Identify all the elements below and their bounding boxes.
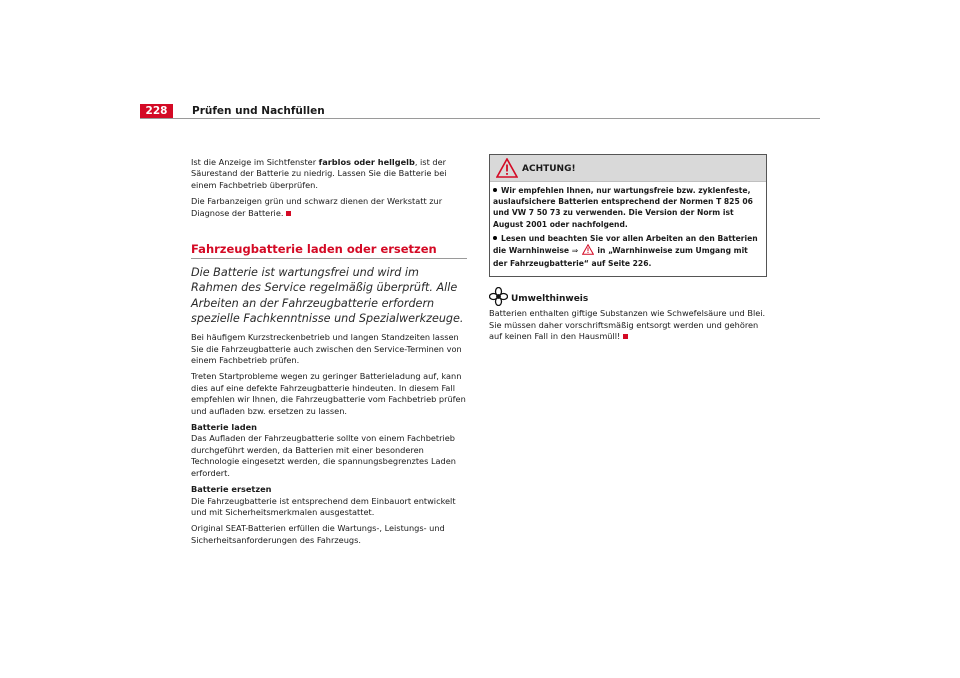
reference-arrow-icon: ⇒ — [571, 246, 579, 256]
bullet-icon — [493, 236, 497, 240]
page-title: Prüfen und Nachfüllen — [192, 105, 325, 117]
intro-paragraph-2 — [191, 196, 467, 219]
intro-emphasis: farblos oder hellgelb — [318, 157, 415, 167]
environment-title: Umwelthinweis — [511, 294, 589, 305]
paragraph-replace: Die Fahrzeugbatterie ist entsprechend dem Einbauort entwickelt und mit Sicherheitsmerkmalen ausgestattet. — [191, 495, 456, 517]
warning-header — [490, 155, 766, 182]
page-number: 228 — [140, 104, 173, 119]
warning-body — [490, 182, 766, 276]
environment-text — [489, 308, 767, 342]
paragraph-short-trips: Bei häufigem Kurzstreckenbetrieb und langen Standzeiten lassen Sie die Fahrzeugbatterie auch zwischen den Service-Terminen von einem Fachbetrieb prüfen. — [191, 332, 462, 366]
environment-flower-icon — [489, 287, 508, 310]
left-column — [191, 157, 467, 551]
intro-text-end: , ist der Säurestand der Batterie zu niedrig. Lassen Sie die Batterie bei einem Fachbetrieb überprüfen. — [191, 157, 447, 190]
warning-item-1 — [493, 185, 763, 230]
end-marker-icon — [623, 334, 628, 339]
warning-title: ACHTUNG! — [522, 164, 576, 174]
end-marker-icon — [286, 211, 291, 216]
intro-text-2: Die Farbanzeigen grün und schwarz dienen der Werkstatt zur Diagnose der Batterie. — [191, 196, 443, 218]
paragraph-original: Original SEAT-Batterien erfüllen die Wartungs-, Leistungs- und Sicherheitsanforderungen des Fahrzeugs. — [191, 523, 445, 545]
paragraph-start-problems: Treten Startprobleme wegen zu geringer Batterieladung auf, kann dies auf eine defekte Fahrzeugbatterie hindeuten. In diesem Fall empfehlen wir Ihnen, die Fahrzeugbatterie vom Fachbetrieb prüfen und aufladen bzw. ersetzen zu lassen. — [191, 371, 466, 416]
environment-text-body: Batterien enthalten giftige Substanzen wie Schwefelsäure und Blei. Sie müssen daher vorschriftsmäßig entsorgt werden und gehören auf keinen Fall in den Hausmüll! — [489, 308, 766, 342]
warning-item-2-text: Lesen und beachten Sie vor allen Arbeiten an den Batterien die Warnhinweise — [493, 233, 758, 256]
subheading-replace: Batterie ersetzen — [191, 484, 272, 495]
warning-triangle-icon — [496, 158, 518, 182]
environment-header — [489, 287, 767, 305]
paragraph-charge: Das Aufladen der Fahrzeugbatterie sollte von einem Fachbetrieb durchgeführt werden, da Batterien mit einer besonderen Technologie eingesetzt werden, die spannungsbegrenztes Laden erfordert. — [191, 433, 456, 478]
right-column — [489, 154, 767, 343]
warning-box — [489, 154, 767, 277]
section-title: Fahrzeugbatterie laden oder ersetzen — [191, 242, 467, 259]
warning-reference-icon — [582, 244, 594, 258]
warning-item-1-text: Wir empfehlen Ihnen, nur wartungsfreie bzw. zyklenfeste, auslaufsichere Batterien entsprechend der Normen T 825 06 und VW 7 50 73 zu verwenden. Die Version der Norm ist August 2001 oder nachfolgend. — [493, 186, 753, 229]
section-lead: Die Batterie ist wartungsfrei und wird im Rahmen des Service regelmäßig überprüft. Alle Arbeiten an der Fahrzeugbatterie erfordern spezielle Fachkenntnisse und Spezialwerkzeuge. — [191, 266, 464, 325]
header-rule — [140, 118, 820, 119]
page-header — [140, 104, 820, 119]
intro-paragraph-1 — [191, 157, 467, 191]
warning-item-2 — [493, 233, 763, 270]
subheading-charge: Batterie laden — [191, 422, 257, 433]
warning-item-2-link[interactable]: in „Warnhinweise zum Umgang mit der Fahrzeugbatterie“ auf Seite 226. — [493, 246, 748, 269]
intro-text: Ist die Anzeige im Sichtfenster — [191, 157, 319, 167]
bullet-icon — [493, 188, 497, 192]
